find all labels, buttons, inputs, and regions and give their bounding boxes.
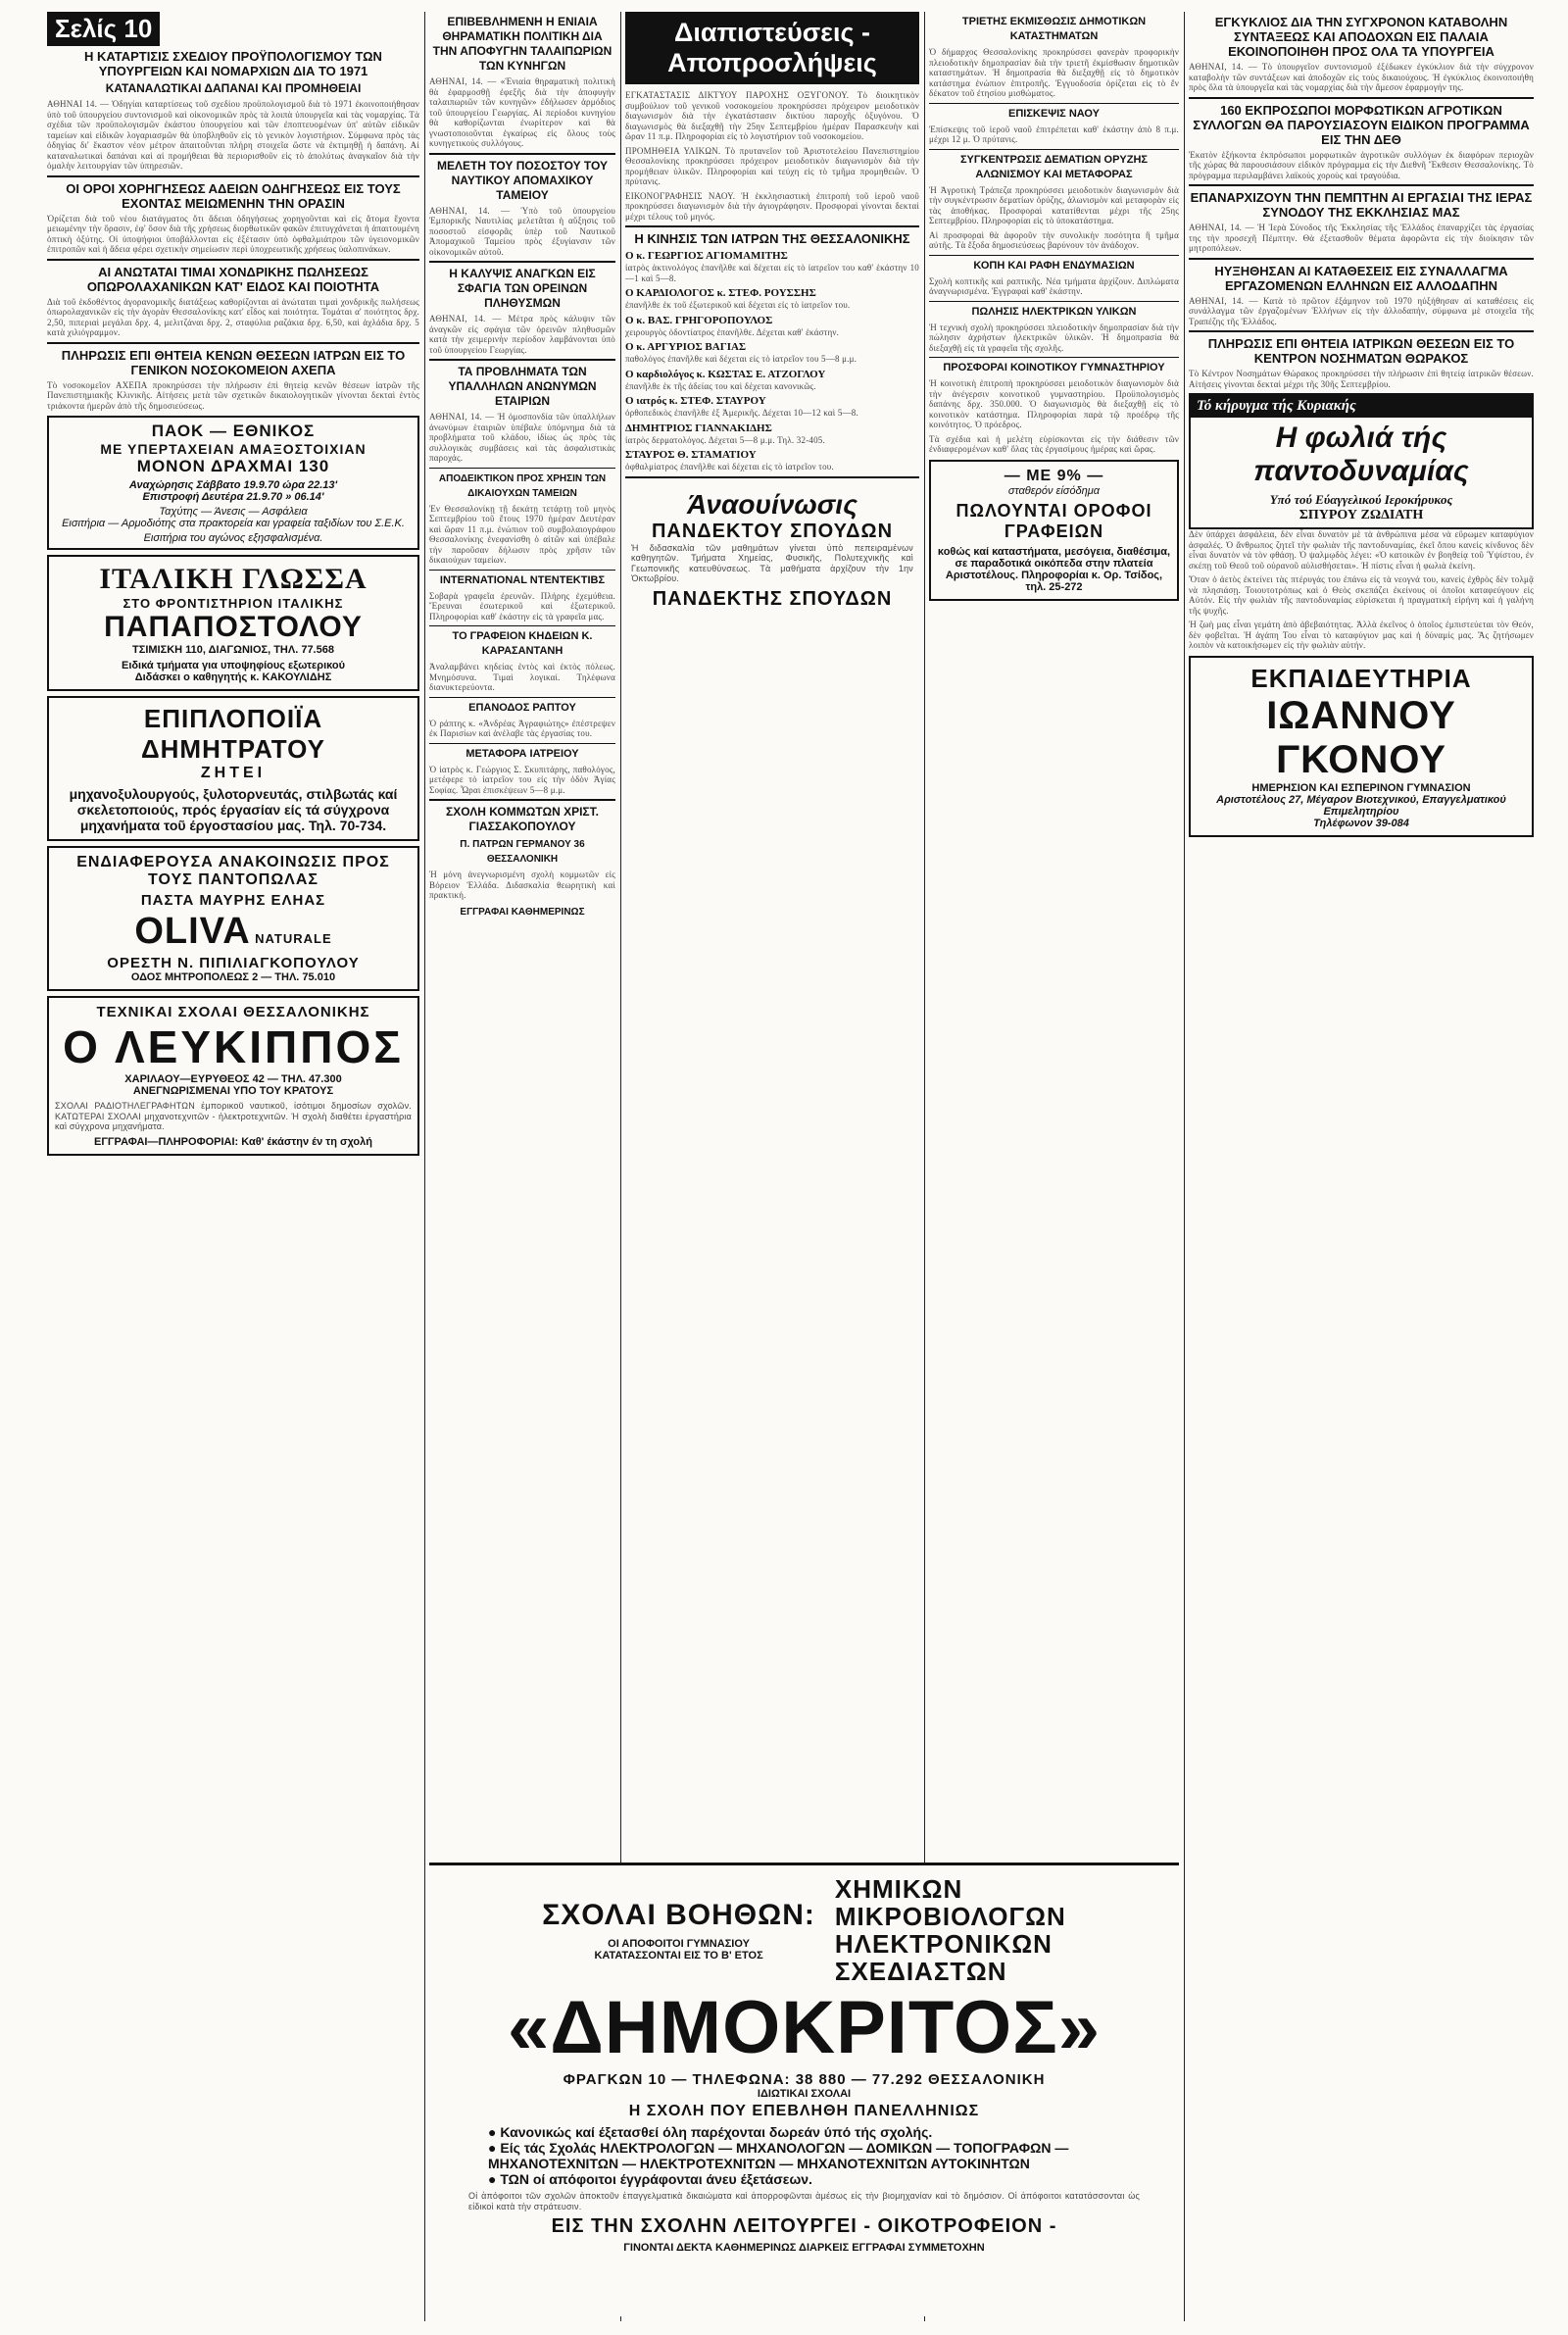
ad-paok-tickets: Εισιτήρια — Αρμοδιότης στα πρακτορεία και γραφεία ταξιδίων του Σ.Ε.Κ. xyxy=(62,518,405,529)
article-text: Ὅταν ὁ ἀετὸς ἐκτείνει τὰς πτέρυγάς του ἐπάνω εἰς τὰ νεογνά του, κανεὶς ἐχθρὸς δὲν τολμᾷ νὰ πλησιάσῃ. Τοιουτοτρόπως καὶ ὁ Θεὸς σκεπάζει ἐκείνους οἱ ὁποῖοι καταφεύγουν εἰς Αὐτόν. Εἰς τὴν φωλιὰν τῆς παντοδυναμίας εὑρίσκεται ἡ πραγματικὴ εἰρήνη καὶ ἡ γαλήνη τῆς ψυχῆς. xyxy=(1189,574,1534,616)
ad-dimokritos xyxy=(429,1863,1179,2316)
ad-pandektis-sub: ΠΑΝΔΕΚΤΟΥ ΣΠΟΥΔΩΝ xyxy=(651,520,894,542)
article-text: ἰατρὸς δερματολόγος. Δέχεται 5—8 μ.μ. Τηλ. 32-405. xyxy=(625,434,825,445)
headline-doctors: Η ΚΙΝΗΣΙΣ ΤΩΝ ΙΑΤΡΩΝ ΤΗΣ ΘΕΣΣΑΛΟΝΙΚΗΣ xyxy=(634,231,910,246)
article-text: Ἑκατὸν ἑξήκοντα ἐκπρόσωποι μορφωτικῶν ἀγροτικῶν συλλόγων ἐκ διαφόρων περιοχῶν τῆς χώρας θὰ παρουσιάσουν εἰδικὸν πρόγραμμα εἰς τὴν Διεθνῆ Ἔκθεσιν Θεσσαλονίκης. Τὸ πρόγραμμα περιλαμβάνει λαϊκοὺς χοροὺς καὶ τραγούδια. xyxy=(1189,149,1534,180)
article-text: Ἡ ζωὴ μας εἶναι γεμάτη ἀπὸ ἀβεβαιότητας. Ἀλλὰ ἐκεῖνος ὁ ὁποῖος ἐμπιστεύεται τὸν Θεόν, δὲν φοβεῖται. Ἡ ἀγάπη Του εἶναι τὸ καταφύγιον μας καὶ ἡ δύναμίς μας. Ἂς ζητήσωμεν λοιπὸν νὰ κατοικήσωμεν εἰς τὴν φωλιὰν αὐτήν. xyxy=(1189,620,1534,650)
article-text: ἐπανῆλθε ἐκ τῆς ἀδείας του καὶ δέχεται κανονικῶς. xyxy=(625,380,816,391)
column-1 xyxy=(47,12,419,2321)
article-text: Ἡ τεχνικὴ σχολὴ προκηρύσσει πλειοδοτικὴν δημοπρασίαν διὰ τὴν πώλησιν ἀχρήστων ἠλεκτρικῶν ὑλικῶν. Ἡ δημοπρασία θὰ διεξαχθῇ εἰς τὰ γραφεῖα τῆς σχολῆς. xyxy=(929,322,1179,353)
article-text: ἐπανῆλθε ἐκ τοῦ ἐξωτερικοῦ καὶ δέχεται εἰς τὸ ἰατρεῖον του. xyxy=(625,300,851,310)
article-text: Τὸ νοσοκομεῖον ΑΧΕΠΑ προκηρύσσει τὴν πλήρωσιν ἐπὶ θητείᾳ κενῶν θέσεων ἰατρῶν τῆς Πανεπιστημιακῆς Κλινικῆς. Αἰτήσεις μετὰ τῶν σχετικῶν δικαιολογητικῶν γίνονται δεκταὶ ἐντὸς τριάκοντα ἡμερῶν ἀπὸ τῆς δημοσιεύσεως. xyxy=(47,379,419,411)
article-text: Ἐν Θεσσαλονίκῃ τῇ δεκάτῃ τετάρτῃ τοῦ μηνὸς Σεπτεμβρίου τοῦ ἔτους 1970 ἡμέραν Δευτέραν καὶ ὥραν 11 π.μ. ἐνώπιον τοῦ συμβολαιογράφου Θεσσαλονίκης ἐνεφανίσθη ὁ αἰτῶν καὶ ὑπέβαλε τὴν παροῦσαν δήλωσιν πρὸς χρῆσιν τῶν δικαιούχων ταμείων. xyxy=(429,503,615,565)
article-text: Ὁ ἰατρὸς κ. Γεώργιος Σ. Σκυπιτάρης, παθολόγος, μετέφερε τὸ ἰατρεῖον του εἰς τὴν ὁδὸν Ἁγίας Σοφίας. Ὧραι ἐπισκέψεων 5—8 μ.μ. xyxy=(429,764,615,795)
article-text: Τὸ Κέντρον Νοσημάτων Θώρακος προκηρύσσει τὴν πλήρωσιν ἐπὶ θητείᾳ ἰατρικῶν θέσεων. Αἰτήσεις γίνονται δεκταὶ μέχρι τῆς 30ῆς Σεπτεμβρίου. xyxy=(1189,369,1534,389)
ad-dimokritos-kind: ΧΗΜΙΚΩΝ xyxy=(834,1874,963,1904)
ad-italian-address: ΤΣΙΜΙΣΚΗ 110, ΔΙΑΓΩΝΙΟΣ, ΤΗΛ. 77.568 xyxy=(132,644,334,656)
ad-italian-name: ΠΑΠΑΠΟΣΤΟΛΟΥ xyxy=(104,611,363,643)
article-text: Ἡ διδασκαλία τῶν μαθημάτων γίνεται ὑπὸ πεπειραμένων καθηγητῶν. Τμήματα Χημείας, Φυσικῆς, Πολυτεχνικῆς καὶ Γεωπονικῆς κατευθύνσεως. Τὰ μαθήματα ἀρχίζουν τὴν 1ην Ὀκτωβρίου. xyxy=(631,542,913,583)
ad-pandektis-heading: Άναουίνωσις xyxy=(687,488,858,520)
column-5 xyxy=(1189,12,1534,2321)
ad-oliva-brand: OLIVA xyxy=(134,911,251,952)
ad-furniture-text: μηχανοξυλουργούς, ξυλοτορνευτάς, στιλβωτάς καί σκελετοποιούς, πρός έργασίαν είς τά σύγχρονα μηχανήματα τοῦ έργοστασίου μας. Τηλ. 70-734. xyxy=(69,786,398,833)
ad-gkonou-address: Αριστοτέλους 27, Μέγαρον Βιοτεχνικού, Επαγγελματικού Επιμελητηρίου xyxy=(1216,793,1506,818)
ad-gkonou-sub: ΗΜΕΡΗΣΙΟΝ ΚΑΙ ΕΣΠΕΡΙΝΟΝ ΓΥΜΝΑΣΙΟΝ xyxy=(1251,781,1471,794)
ad-gkonou-phone: Τηλέφωνον 39-084 xyxy=(1313,817,1409,829)
ad-dimokritos-bullet: ● ΤΩΝ οί απόφοιτοι έγγράφονται άνευ έξετάσεων. xyxy=(488,2171,812,2187)
headline-deposits: ΗΥΞΗΘΗΣΑΝ ΑΙ ΚΑΤΑΘΕΣΕΙΣ ΕΙΣ ΣΥΝΑΛΛΑΓΜΑ ΕΡΓΑΖΟΜΕΝΩΝ ΕΛΛΗΝΩΝ ΕΙΣ ΑΛΛΟΔΑΠΗΝ xyxy=(1214,263,1508,293)
headline-hunting: ΕΠΙΒΕΒΛΗΜΕΝΗ Η ΕΝΙΑΙΑ ΘΗΡΑΜΑΤΙΚΗ ΠΟΛΙΤΙΚΗ ΔΙΑ ΤΗΝ ΑΠΟΦΥΓΗΝ ΤΑΛΑΙΠΩΡΙΩΝ ΤΩΝ ΚΥΝΗΓΩΝ xyxy=(432,15,612,73)
article-text: Οἱ ἀπόφοιτοι τῶν σχολῶν ἀποκτοῦν ἐπαγγελματικὰ δικαιώματα καὶ ἀπορροφῶνται ἀμέσως εἰς τὴν βιομηχανίαν καὶ τὸ δημόσιον. Οἱ ἀπόφοιτοι κατατάσσονται ὡς εἰδικοὶ κατὰ τὴν στράτευσιν. xyxy=(468,2191,1140,2211)
ad-furniture xyxy=(47,696,419,841)
ad-paok-slogan: Ταχύτης — Άνεσις — Ασφάλεια xyxy=(159,506,308,518)
ad-furniture-title: ΕΠΙΠΛΟΠΟΙΪΑ ΔΗΜΗΤΡΑΤΟΥ xyxy=(140,704,326,764)
headline-rice: ΣΥΓΚΕΝΤΡΩΣΙΣ ΔΕΜΑΤΙΩΝ ΟΡΥΖΗΣ ΑΛΩΝΙΣΜΟΥ ΚΑΙ ΜΕΤΑΦΟΡΑΣ xyxy=(959,153,1149,180)
ad-pandektis-name: ΠΑΝΔΕΚΤΗΣ ΣΠΟΥΔΩΝ xyxy=(652,587,893,610)
article-text: ΠΡΟΜΗΘΕΙΑ ΥΛΙΚΩΝ. Τὸ πρυτανεῖον τοῦ Ἀριστοτελείου Πανεπιστημίου Θεσσαλονίκης προκηρύσσει πρόχειρον μειοδοτικὸν διαγωνισμὸν διὰ τὴν προμήθειαν ὑλικῶν. Πληροφορίαι καὶ τεύχη εἰς τὸ τμῆμα προμηθειῶν. Ὁ πρύτανις. xyxy=(625,145,919,186)
ad-italian-title: ΙΤΑΛΙΚΗ ΓΛΩΣΣΑ xyxy=(99,563,368,595)
doctor-name: ΔΗΜΗΤΡΙΟΣ ΓΙΑΝΝΑΚΙΔΗΣ xyxy=(625,422,772,434)
headline-budget: Η ΚΑΤΑΡΤΙΣΙΣ ΣΧΕΔΙΟΥ ΠΡΟΫΠΟΛΟΓΙΣΜΟΥ ΤΩΝ ΥΠΟΥΡΓΕΙΩΝ ΚΑΙ ΝΟΜΑΡΧΙΩΝ ΔΙΑ ΤΟ 1971 xyxy=(84,49,382,78)
ad-paok-return: Επιστροφή Δευτέρα 21.9.70 » 06.14' xyxy=(142,491,324,503)
ad-dimokritos-kind: ΜΙΚΡΟΒΙΟΛΟΓΩΝ xyxy=(834,1902,1066,1931)
ad-italian-line1: Ειδικά τμήματα για υποψηφίους εξωτερικού xyxy=(121,660,346,671)
ad-paok-title: ΠΑΟΚ — ΕΘΝΙΚΟΣ xyxy=(151,422,316,440)
headline-ahepa: ΠΛΗΡΩΣΙΣ ΕΠΙ ΘΗΤΕΙΑ ΚΕΝΩΝ ΘΕΣΕΩΝ ΙΑΤΡΩΝ ΕΙΣ ΤΟ ΓΕΝΙΚΟΝ ΝΟΣΟΚΟΜΕΙΟΝ ΑΧΕΠΑ xyxy=(61,347,406,377)
ad-leukippos-top: ΤΕΧΝΙΚΑΙ ΣΧΟΛΑΙ ΘΕΣΣΑΛΟΝΙΚΗΣ xyxy=(96,1004,370,1020)
article-text: ΣΧΟΛΑΙ ΡΑΔΙΟΤΗΛΕΓΡΑΦΗΤΩΝ ἐμπορικοῦ ναυτικοῦ, ἰσότιμοι δημοσίων σχολῶν. ΚΑΤΩΤΕΡΑΙ ΣΧΟΛΑΙ μηχανοτεχνιτῶν - ἠλεκτροτεχνιτῶν. Ἡ σχολὴ διαθέτει ἐργαστήρια καὶ σύγχρονα μηχανήματα. xyxy=(55,1101,412,1131)
article-text: ὀρθοπεδικὸς ἐπανῆλθε ἐξ Ἀμερικῆς. Δέχεται 10—12 καὶ 5—8. xyxy=(625,408,858,418)
ad-dimokritos-name: «ΔΗΜΟΚΡΙΤΟΣ» xyxy=(508,1986,1101,2069)
doctor-name: Ο κ. ΒΑΣ. ΓΡΗΓΟΡΟΠΟΥΛΟΣ xyxy=(625,314,773,326)
ad-oliva xyxy=(47,846,419,991)
ad-italian-line2: Διδάσκει ο καθηγητής κ. ΚΑΚΟΥΛΙΔΗΣ xyxy=(134,671,332,683)
article-text: Ἡ μόνη ἀνεγνωρισμένη σχολὴ κομμωτῶν εἰς Βόρειον Ἑλλάδα. Διδασκαλία θεωρητικὴ καὶ πρακτική. xyxy=(429,869,615,900)
ad-dimokritos-kind: ΣΧΕΔΙΑΣΤΩΝ xyxy=(834,1957,1007,1986)
article-text: ἰατρὸς ἀκτινολόγος ἐπανῆλθε καὶ δέχεται εἰς τὸ ἰατρεῖον του καθ' ἑκάστην 10—1 καὶ 5—8. xyxy=(625,263,919,283)
article-text: Τὰ σχέδια καὶ ἡ μελέτη εὑρίσκονται εἰς τὴν διάθεσιν τῶν ἐνδιαφερομένων καθ' ὅλας τὰς ἐργασίμους ἡμέρας καὶ ὥρας. xyxy=(929,433,1179,454)
article-text: Σοβαρὰ γραφεῖα ἐρευνῶν. Πλήρης ἐχεμύθεια. Ἔρευναι ἐσωτερικοῦ καὶ ἐξωτερικοῦ. Πληροφορίαι καθ' ἑκάστην εἰς τὰ γραφεῖα μας. xyxy=(429,590,615,621)
ad-leukippos xyxy=(47,996,419,1156)
article-text: Ἀναλαμβάνει κηδείας ἐντὸς καὶ ἐκτὸς πόλεως. Μνημόσυνα. Τιμαὶ λογικαί. Τηλέφωνα διανυκτερεύοντα. xyxy=(429,662,615,692)
article-text: Ἡ κοινοτικὴ ἐπιτροπὴ προκηρύσσει μειοδοτικὸν διαγωνισμὸν διὰ τὴν ἀνέγερσιν κοινοτικοῦ γυμναστηρίου. Προϋπολογισμὸς δαπάνης δρχ. 350.000. Ὁ διαγωνισμὸς θὰ διεξαχθῇ εἰς τὸ κοινοτικὸν κατάστημα. Πληροφορίαι παρὰ τῷ προέδρῳ τῆς κοινότητος. Ὁ πρόεδρος. xyxy=(929,378,1179,429)
ad-dimokritos-private: ΙΔΙΩΤΙΚΑΙ ΣΧΟΛΑΙ xyxy=(757,2088,852,2100)
article-text: ΕΓΚΑΤΑΣΤΑΣΙΣ ΔΙΚΤΥΟΥ ΠΑΡΟΧΗΣ ΟΞΥΓΟΝΟΥ. Τὸ διοικητικὸν συμβούλιον τοῦ γενικοῦ νοσοκομείου προκηρύσσει πρόχειρον μειοδοτικὸν διαγωνισμὸν διὰ τὴν ἐγκατάστασιν δικτύου παροχῆς ὀξυγόνου. Ὁ διαγωνισμὸς θὰ διεξαχθῇ τὴν 25ην Σεπτεμβρίου ἡμέραν Παρασκευὴν καὶ ὥραν 11 π.μ. Πληροφορίαι εἰς τὸ λογιστήριον τοῦ νοσοκομείου. xyxy=(625,90,919,141)
ad-furniture-wants: ΖΗΤΕΙ xyxy=(200,765,267,781)
sermon-box xyxy=(1189,393,1534,529)
ad-dimokritos-bullet-text: Είς τάς Σχολάς ΗΛΕΚΤΡΟΛΟΓΩΝ — ΜΗΧΑΝΟΛΟΓΩΝ — ΔΟΜΙΚΩΝ — ΤΟΠΟΓΡΑΦΩΝ — ΜΗΧΑΝΟΤΕΧΝΙΤΩΝ — ΗΛΕΚΤΡΟΤΕΧΝΙΤΩΝ — ΜΗΧΑΝΟΤΕΧΝΙΤΩΝ ΑΥΤΟΚΙΝΗΤΩΝ xyxy=(488,2140,1069,2171)
article-text: ΑΘΗΝΑΙ, 14. — Ἡ Ἱερὰ Σύνοδος τῆς Ἐκκλησίας τῆς Ἑλλάδος ἐπαναρχίζει τὰς ἐργασίας της τὴν προσεχῆ Πέμπτην. Θὰ ἐξετασθοῦν θέματα ἀφορῶντα εἰς τὴν διοίκησιν τῶν μητροπόλεων. xyxy=(1189,223,1534,253)
ad-paok-note: Εισιτήρια του αγώνος εξησφαλισμένα. xyxy=(143,532,323,544)
headline-hairdressers: ΣΧΟΛΗ ΚΟΜΜΩΤΩΝ ΧΡΙΣΤ. ΓΙΑΣΣΑΚΟΠΟΥΛΟΥ xyxy=(446,805,599,833)
ad-offices-title: ΠΩΛΟΥΝΤΑΙ ΟΡΟΦΟΙ ΓΡΑΦΕΙΩΝ xyxy=(956,500,1152,541)
article-text: Ἡ Ἀγροτικὴ Τράπεζα προκηρύσσει μειοδοτικὸν διαγωνισμὸν διὰ τὴν συγκέντρωσιν δεματίων ὀρύζης, ἀλωνισμὸν καὶ μεταφορὰν εἰς τὰς ἀποθήκας. Προσφοραὶ κατατίθενται μέχρι τῆς 25ης Σεπτεμβρίου. Πληροφορίαι εἰς τὸ ὑποκατάστημα. xyxy=(929,184,1179,225)
ad-dimokritos-bullet-text: Κανονικώς καί έξετασθεί όλη παρέχονται δωρεάν ύπό τής σχολής. xyxy=(500,2124,933,2140)
headline-detectives: INTERNATIONAL ΝΤΕΝΤΕΚΤΙΒΣ xyxy=(439,573,606,586)
article-text: Ὁ ράπτης κ. «Ἀνδρέας Ἀγραφιώτης» ἐπέστρεψεν ἐκ Παρισίων καὶ ἀνέλαβε τὰς ἐργασίας του. xyxy=(429,718,615,738)
doctor-name: Ο κ. ΓΕΩΡΓΙΟΣ ΑΓΙΟΜΑΜΙΤΗΣ xyxy=(625,250,788,262)
article-text: ΑΘΗΝΑΙ, 14. — Ἡ ὁμοσπονδία τῶν ὑπαλλήλων ἀνωνύμων ἑταιριῶν ὑπέβαλε ὑπόμνημα διὰ τὰ προβλήματα τοῦ κλάδου, ἰδίως ὡς πρὸς τὰς συλλογικὰς συμβάσεις καὶ τὰς ἀσφαλιστικὰς παροχάς. xyxy=(429,412,615,463)
headline-sewing: ΚΟΠΗ ΚΑΙ ΡΑΦΗ ΕΝΔΥΜΑΣΙΩΝ xyxy=(973,259,1135,272)
ad-oliva-owner: ΟΡΕΣΤΗ Ν. ΠΙΠΙΛΙΑΓΚΟΠΟΥΛΟΥ xyxy=(107,955,360,971)
headline-tailor: ΕΠΑΝΟΔΟΣ ΡΑΠΤΟΥ xyxy=(468,701,576,714)
headline-farm-clubs: 160 ΕΚΠΡΟΣΩΠΟΙ ΜΟΡΦΩΤΙΚΩΝ ΑΓΡΟΤΙΚΩΝ ΣΥΛΛΟΓΩΝ ΘΑ ΠΑΡΟΥΣΙΑΣΟΥΝ ΕΙΔΙΚΟΝ ΠΡΟΓΡΑΜΜΑ ΕΙΣ ΤΗΝ ΔΕΘ xyxy=(1193,102,1530,147)
article-text: παθολόγος ἐπανῆλθε καὶ δέχεται εἰς τὸ ἰατρεῖον του 5—8 μ.μ. xyxy=(625,354,858,364)
ad-dimokritos-gym: ΟΙ ΑΠΟΦΟΙΤΟΙ ΓΥΜΝΑΣΙΟΥ xyxy=(608,1938,750,1950)
ad-oliva-address: ΟΔΟΣ ΜΗΤΡΟΠΟΛΕΩΣ 2 — ΤΗΛ. 75.010 xyxy=(130,971,336,983)
ad-pandektis xyxy=(625,483,919,617)
doctor-name: ΣΤΑΥΡΟΣ Θ. ΣΤΑΜΑΤΙΟΥ xyxy=(625,449,757,461)
ad-dimokritos-bullet: ● Κανονικώς καί έξετασθεί όλη παρέχονται δωρεάν ύπό τής σχολής. xyxy=(488,2124,933,2140)
doctor-name: Ο ΚΑΡΔΙΟΛΟΓΟΣ κ. ΣΤΕΦ. ΡΟΥΣΣΗΣ xyxy=(625,287,816,299)
ad-dimokritos-address: ΦΡΑΓΚΩΝ 10 — ΤΗΛΕΦΩΝΑ: 38 880 — 77.292 ΘΕΣΣΑΛΟΝΙΚΗ xyxy=(563,2071,1046,2088)
headline-electrical: ΠΩΛΗΣΙΣ ΗΛΕΚΤΡΙΚΩΝ ΥΛΙΚΩΝ xyxy=(971,305,1137,318)
ad-dimokritos-bullet: ● Είς τάς Σχολάς ΗΛΕΚΤΡΟΛΟΓΩΝ — ΜΗΧΑΝΟΛΟΓΩΝ — ΔΟΜΙΚΩΝ — ΤΟΠΟΓΡΑΦΩΝ — ΜΗΧΑΝΟΤΕΧΝΙΤΩΝ — ΗΛΕΚΤΡΟΤΕΧΝΙΤΩΝ — ΜΗΧΑΝΟΤΕΧΝΙΤΩΝ ΑΥΤΟΚΙΝΗΤΩΝ xyxy=(488,2140,1069,2171)
headline-employees: ΤΑ ΠΡΟΒΛΗΜΑΤΑ ΤΩΝ ΥΠΑΛΛΗΛΩΝ ΑΝΩΝΥΜΩΝ ΕΤΑΙΡΙΩΝ xyxy=(448,365,597,408)
headline-funeral: ΤΟ ΓΡΑΦΕΙΟΝ ΚΗΔΕΙΩΝ Κ. ΚΑΡΑΣΑΝΤΑΝΗ xyxy=(452,630,593,657)
ad-dimokritos-placed: ΚΑΤΑΤΑΣΣΟΝΤΑΙ ΕΙΣ ΤΟ Β' ΕΤΟΣ xyxy=(594,1950,763,1962)
headline-meat: Η ΚΑΛΥΨΙΣ ΑΝΑΓΚΩΝ ΕΙΣ ΣΦΑΓΙΑ ΤΩΝ ΟΡΕΙΝΩΝ ΠΛΗΘΥΣΜΩΝ xyxy=(449,267,596,310)
ad-leukippos-footer: ΕΓΓΡΑΦΑΙ—ΠΛΗΡΟΦΟΡΙΑΙ: Καθ' έκάστην έν τη σχολή xyxy=(93,1135,372,1148)
ad-paok-price: ΜΟΝΟΝ ΔΡΑΧΜΑΙ 130 xyxy=(136,457,330,475)
column-rule xyxy=(424,12,425,2321)
article-text: ΕΙΚΟΝΟΓΡΑΦΗΣΙΣ ΝΑΟΥ. Ἡ ἐκκλησιαστικὴ ἐπιτροπὴ τοῦ ἱεροῦ ναοῦ προκηρύσσει διαγωνισμὸν διὰ τὴν ἁγιογράφησιν. Προσφοραὶ γίνονται δεκταὶ μέχρι τέλους τοῦ μηνός. xyxy=(625,190,919,222)
subheadline-budget: ΚΑΤΑΝΑΛΩΤΙΚΑΙ ΔΑΠΑΝΑΙ ΚΑΙ ΠΡΟΜΗΘΕΙΑΙ xyxy=(105,81,362,95)
headline-naval-fund: ΜΕΛΕΤΗ ΤΟΥ ΠΟΣΟΣΤΟΥ ΤΟΥ ΝΑΥΤΙΚΟΥ ΑΠΟΜΑΧΙΚΟΥ ΤΑΜΕΙΟΥ xyxy=(436,158,609,202)
headline-certificate: ΑΠΟΔΕΙΚΤΙΚΟΝ ΠΡΟΣ ΧΡΗΣΙΝ ΤΩΝ ΔΙΚΑΙΟΥΧΩΝ ΤΑΜΕΙΩΝ xyxy=(438,472,607,499)
article-text: χειρουργὸς ὀδοντίατρος ἐπανῆλθε. Δέχεται καθ' ἑκάστην. xyxy=(625,326,840,337)
ad-leukippos-recognized: ΑΝΕΓΝΩΡΙΣΜΕΝΑΙ ΥΠΟ ΤΟΥ ΚΡΑΤΟΥΣ xyxy=(132,1085,334,1097)
ad-offices-rate-sub: σταθερόν είσόδημα xyxy=(1007,484,1101,497)
ad-dimokritos-bullet-text: ΤΩΝ οί απόφοιτοι έγγράφονται άνευ έξετάσεων. xyxy=(500,2171,812,2187)
article-text: ΑΘΗΝΑΙ, 14. — «Ἑνιαία θηραματικὴ πολιτικὴ θὰ ἐφαρμοσθῇ ἐφεξῆς διὰ τὴν ἀποφυγὴν ταλαιπωριῶν τῶν κυνηγῶν» ἐδήλωσεν ἁρμόδιος τοῦ ὑπουργείου Γεωργίας. Αἱ περίοδοι κυνηγίου θὰ καθορίζωνται ἐνωρίτερον καὶ θὰ γνωστοποιοῦνται ἐγκαίρως εἰς ὅλους τοὺς κυνηγετικοὺς συλλόγους. xyxy=(429,76,615,148)
article-text: ΑΘΗΝΑΙ, 14. — Τὸ ὑπουργεῖον συντονισμοῦ ἐξέδωκεν ἐγκύκλιον διὰ τὴν σύγχρονον καταβολὴν τῶν συντάξεων καὶ ἀποδοχῶν εἰς τοὺς δικαιούχους. Ἡ ἐγκύκλιος ἐκοινοποιήθη πρὸς ὅλα τὰ ὑπουργεῖα καὶ τὰς νομαρχίας διὰ τὴν ἄμεσον ἐφαρμογήν της. xyxy=(1189,62,1534,92)
ad-leukippos-address: ΧΑΡΙΛΑΟΥ—ΕΥΡΥΘΕΟΣ 42 — ΤΗΛ. 47.300 xyxy=(124,1073,342,1085)
headline-gym: ΠΡΟΣΦΟΡΑΙ ΚΟΙΝΟΤΙΚΟΥ ΓΥΜΝΑΣΤΗΡΙΟΥ xyxy=(943,362,1165,373)
ad-oliva-brand2: NATURALE xyxy=(255,931,332,946)
ad-dimokritos-footer: ΓΙΝΟΝΤΑΙ ΔΕΚΤΑ ΚΑΘΗΜΕΡΙΝΩΣ ΔΙΑΡΚΕΙΣ ΕΓΓΡΑΦΑΙ ΣΥΜΜΕΤΟΧΗΝ xyxy=(623,2242,985,2254)
ad-dimokritos-kind: ΗΛΕΚΤΡΟΝΙΚΩΝ xyxy=(834,1929,1053,1959)
ad-dimokritos-schools: ΣΧΟΛΑΙ ΒΟΗΘΩΝ: xyxy=(542,1899,815,1931)
article-text: Ὁ δήμαρχος Θεσσαλονίκης προκηρύσσει φανερὰν προφορικὴν πλειοδοτικὴν δημοπρασίαν διὰ τὴν τριετῆ ἐκμίσθωσιν δημοτικῶν καταστημάτων. Ἡ δημοπρασία θὰ διεξαχθῇ εἰς τὸ δημοτικὸν κατάστημα ἐνώπιον ἐπιτροπῆς. Ἐγγυοδοσία ὁρίζεται εἰς τὸ ἕν δέκατον τοῦ ἐτησίου μισθώματος. xyxy=(929,47,1179,98)
headline-hairdressers-enroll: ΕΓΓΡΑΦΑΙ ΚΑΘΗΜΕΡΙΝΩΣ xyxy=(460,906,585,918)
article-text: ΑΘΗΝΑΙ, 14. — Κατὰ τὸ πρῶτον ἑξάμηνον τοῦ 1970 ηὐξήθησαν αἱ καταθέσεις εἰς συνάλλαγμα τῶν ἐργαζομένων Ἑλλήνων εἰς τὴν ἀλλοδαπήν, σύμφωνα μὲ στοιχεῖα τῆς Τραπέζης τῆς Ἑλλάδος. xyxy=(1189,295,1534,326)
column-rule xyxy=(1184,12,1185,2321)
headline-licenses: ΟΙ ΟΡΟΙ ΧΟΡΗΓΗΣΕΩΣ ΑΔΕΙΩΝ ΟΔΗΓΗΣΕΩΣ ΕΙΣ ΤΟΥΣ ΕΧΟΝΤΑΣ ΜΕΙΩΜΕΝΗΝ ΤΗΝ ΟΡΑΣΙΝ xyxy=(66,180,401,211)
ad-leukippos-name: Ο ΛΕΥΚΙΠΠΟΣ xyxy=(63,1021,404,1072)
headline-clinic-move: ΜΕΤΑΦΟΡΑ ΙΑΤΡΕΙΟΥ xyxy=(466,747,579,760)
ad-offices-text: κοθώς καί καταστήματα, μεσόγεια, διαθέσιμα, σε παραδοτικά οικόπεδα στην πλατεία Αριστοτέλους. Πληροφορίαι κ. Ορ. Τσίδος, τηλ. 25-272 xyxy=(937,545,1171,593)
ad-paok-sub: ΜΕ ΥΠΕΡΤΑΧΕΙΑΝ ΑΜΑΞΟΣΤΟΙΧΙΑΝ xyxy=(100,441,367,457)
headline-hairdressers-addr: Π. ΠΑΤΡΩΝ ΓΕΡΜΑΝΟΥ 36 ΘΕΣΣΑΛΟΝΙΚΗ xyxy=(460,839,585,865)
banner-announcements: Διαπιστεύσεις - Αποπροσλήψεις xyxy=(625,12,919,84)
headline-chest-center: ΠΛΗΡΩΣΙΣ ΕΠΙ ΘΗΤΕΙΑ ΙΑΤΡΙΚΩΝ ΘΕΣΕΩΝ ΕΙΣ ΤΟ ΚΕΝΤΡΟΝ ΝΟΣΗΜΑΤΩΝ ΘΩΡΑΚΟΣ xyxy=(1207,336,1515,366)
ad-offices-rate: — ΜΕ 9% — xyxy=(1004,467,1104,484)
doctor-name: Ο κ. ΑΡΓΥΡΙΟΣ ΒΑΓΙΑΣ xyxy=(625,341,747,353)
article-text: ΑΘΗΝΑΙ 14. — Ὁδηγίαι καταρτίσεως τοῦ σχεδίου προϋπολογισμοῦ διὰ τὸ 1971 ἐκοινοποιήθησαν ὑπὸ τοῦ ὑπουργείου συντονισμοῦ καὶ οἰκονομικῶν πρὸς τὰ λοιπὰ ὑπουργεῖα καὶ τὰς νομαρχίας. Τὰ σχέδια τῶν προϋπολογισμῶν ἐκάστου ὑπουργείου καὶ τῶν ἐποπτευομένων ὑπ' αὐτῶν εἰδικῶν ταμείων καὶ εἰδικῶν λογαριασμῶν θὰ ὑποβληθοῦν εἰς τὸ γενικὸν λογιστήριον. Σύμφωνα πρὸς τὰς ὁδηγίας δι' ἕκαστον νέον μέτρον ἀπαιτοῦνται πλήρη στοιχεῖα ὥστε νὰ ἐκτιμηθῇ ἡ δαπάνη. Αἱ καταναλωτικαὶ δαπάναι καὶ αἱ προμήθειαι θὰ περιορισθοῦν εἰς τὸ ἀπολύτως ἀναγκαῖον διὰ τὴν ὁμαλὴν λειτουργίαν τῶν ὑπηρεσιῶν. xyxy=(47,99,419,171)
article-text: Αἱ προσφοραὶ θὰ ἀφοροῦν τὴν συνολικὴν ποσότητα ἢ τμῆμα αὐτῆς. Τὰ ἔξοδα δημοσιεύσεως βαρύνουν τὸν ἀνάδοχον. xyxy=(929,229,1179,250)
sermon-by: Υπό τού Εύαγγελικού Ιεροκήρυκος xyxy=(1269,492,1453,507)
ad-oliva-sub: ΠΑΣΤΑ ΜΑΥΡΗΣ ΕΛΗΑΣ xyxy=(140,892,326,909)
headline-synod: ΕΠΑΝΑΡΧΙΖΟΥΝ ΤΗΝ ΠΕΜΠΤΗΝ ΑΙ ΕΡΓΑΣΙΑΙ ΤΗΣ ΙΕΡΑΣ ΣΥΝΟΔΟΥ ΤΗΣ ΕΚΚΛΗΣΙΑΣ ΜΑΣ xyxy=(1190,190,1533,220)
article-text: Δὲν ὑπάρχει ἀσφάλεια, δὲν εἶναι δυνατὸν μὲ τὰ ἀνθρώπινα μέσα νὰ εὕρωμεν καταφύγιον ἀσφαλές. Ὁ ἄνθρωπος ζητεῖ τὴν φωλιὰν τῆς παντοδυναμίας, ἐκεῖ ὅπου κανεὶς κίνδυνος δὲν εἶναι δυνατὸν νὰ τὸν φθάσῃ. Ὁ ψαλμῳδὸς λέγει: «Ὁ κατοικῶν ἐν βοηθείᾳ τοῦ Ὑψίστου, ἐν σκέπῃ τοῦ Θεοῦ τοῦ οὐρανοῦ αὐλισθήσεται». Ἡ πίστις εἶναι ἡ φωλιὰ ἐκείνη. xyxy=(1189,529,1534,571)
sermon-label: Τό κήρυγμα τής Κυριακής xyxy=(1191,395,1532,418)
article-text: Ὁρίζεται διὰ τοῦ νέου διατάγματος ὅτι ἄδειαι ὁδηγήσεως χορηγοῦνται καὶ εἰς ἄτομα ἔχοντα μειωμένην τὴν ὅρασιν, ἐφ' ὅσον διὰ τῆς χρήσεως διορθωτικῶν φακῶν ἐπιτυγχάνεται ἡ ἀπαιτουμένη ὀπτικὴ ὀξύτης. Οἱ ὑποψήφιοι ὑποβάλλονται εἰς ἐξέτασιν ὑπὸ ὀφθαλμιάτρου τῶν ὑγειονομικῶν ἐπιτροπῶν καὶ ἡ ἄδεια φέρει σχετικὴν σημείωσιν περὶ ὑποχρεωτικῆς χρήσεως ὑαλοπινάκων. xyxy=(47,213,419,254)
ad-dimokritos-prevailed: Η ΣΧΟΛΗ ΠΟΥ ΕΠΕΒΛΗΘΗ ΠΑΝΕΛΛΗΝΙΩΣ xyxy=(628,2103,980,2119)
article-text: ΑΘΗΝΑΙ, 14. — Μέτρα πρὸς κάλυψιν τῶν ἀναγκῶν εἰς σφάγια τῶν ὀρεινῶν πληθυσμῶν κατὰ τὴν χειμερινὴν περίοδον λαμβάνονται ὑπὸ τοῦ ὑπουργείου Γεωργίας. xyxy=(429,314,615,355)
article-text: ΑΘΗΝΑΙ, 14. — Ὑπὸ τοῦ ὑπουργείου Ἐμπορικῆς Ναυτιλίας μελετᾶται ἡ αὔξησις τοῦ ποσοστοῦ εἰσφορᾶς ὑπὲρ τοῦ Ναυτικοῦ Ἀπομαχικοῦ Ταμείου πρὸς ἐξυγίανσιν τῶν οἰκονομικῶν αὐτοῦ. xyxy=(429,205,615,257)
headline-shops: ΤΡΙΕΤΗΣ ΕΚΜΙΣΘΩΣΙΣ ΔΗΜΟΤΙΚΩΝ ΚΑΤΑΣΤΗΜΑΤΩΝ xyxy=(961,16,1147,42)
ad-paok xyxy=(47,416,419,550)
page-badge: Σελίς 10 xyxy=(47,12,160,46)
ad-paok-departure: Αναχώρησις Σάββατο 19.9.70 ώρα 22.13' xyxy=(128,479,338,491)
ad-gkonou-name: ΙΩΑΝΝΟΥ ΓΚΟΝΟΥ xyxy=(1266,693,1456,781)
headline-prices: ΑΙ ΑΝΩΤΑΤΑΙ ΤΙΜΑΙ ΧΟΝΔΡΙΚΗΣ ΠΩΛΗΣΕΩΣ ΟΠΩΡΟΛΑΧΑΝΙΚΩΝ ΚΑΤ' ΕΙΔΟΣ ΚΑΙ ΠΟΙΟΤΗΤΑ xyxy=(86,264,380,294)
article-text: Ἐπίσκεψις τοῦ ἱεροῦ ναοῦ ἐπιτρέπεται καθ' ἑκάστην ἀπὸ 8 π.μ. μέχρι 12 μ. Ὁ πρύτανις. xyxy=(929,124,1179,144)
article-text: Διὰ τοῦ ἐκδοθέντος ἀγορανομικῆς διατάξεως καθορίζονται αἱ ἀνώταται τιμαὶ χονδρικῆς πωλήσεως ὀπωρολαχανικῶν εἰς τὴν ἀγορὰν Θεσσαλονίκης κατ' εἶδος καὶ ποιότητα. Τομάται α' ποιότητος δρχ. 2,50, πιπεριαὶ μεγάλαι δρχ. 4, μελιτζάναι δρχ. 2, σταφύλια ραζάκια δρχ. 6,50, καὶ ἀχλάδια δρχ. 5 κατὰ χιλιόγραμμον. xyxy=(47,296,419,337)
doctor-name: Ο ιατρός κ. ΣΤΕΦ. ΣΤΑΥΡΟΥ xyxy=(625,395,766,407)
sermon-author: ΣΠΥΡΟΥ ΖΩΔΙΑΤΗ xyxy=(1298,508,1424,522)
headline-church-visit: ΕΠΙΣΚΕΨΙΣ ΝΑΟΥ xyxy=(1007,107,1100,120)
ad-oliva-title: ΕΝΔΙΑΦΕΡΟΥΣΑ ΑΝΑΚΟΙΝΩΣΙΣ ΠΡΟΣ ΤΟΥΣ ΠΑΝΤΟΠΩΛΑΣ xyxy=(76,854,390,888)
doctor-name: Ο καρδιολόγος κ. ΚΩΣΤΑΣ Ε. ΑΤΖΟΓΛΟΥ xyxy=(625,368,826,380)
ad-italian-sub: ΣΤΟ ΦΡΟΝΤΙΣΤΗΡΙΟΝ ΙΤΑΛΙΚΗΣ xyxy=(122,596,344,611)
headline-pensions: ΕΓΚΥΚΛΙΟΣ ΔΙΑ ΤΗΝ ΣΥΓΧΡΟΝΟΝ ΚΑΤΑΒΟΛΗΝ ΣΥΝΤΑΞΕΩΣ ΚΑΙ ΑΠΟΔΟΧΩΝ ΕΙΣ ΠΑΛΑΙΑ ΕΚΟΙΝΟΠΟΙΗΘΗ ΠΡΟΣ ΟΛΑ ΤΑ ΥΠΟΥΡΓΕΙΑ xyxy=(1214,15,1508,59)
ad-gkonou-top: ΕΚΠΑΙΔΕΥΤΗΡΙΑ xyxy=(1250,663,1472,693)
ad-offices xyxy=(929,460,1179,601)
ad-italian xyxy=(47,555,419,691)
sermon-title: Η φωλιά τής παντοδυναμίας xyxy=(1253,422,1469,487)
article-text: ὀφθαλμίατρος ἐπανῆλθε καὶ δέχεται εἰς τὸ ἰατρεῖον του. xyxy=(625,462,834,472)
ad-gkonou xyxy=(1189,656,1534,837)
article-text: Σχολὴ κοπτικῆς καὶ ραπτικῆς. Νέα τμήματα ἀρχίζουν. Διπλώματα ἀναγνωρισμένα. Ἐγγραφαὶ καθ' ἑκάστην. xyxy=(929,275,1179,296)
ad-dimokritos-boarding: ΕΙΣ ΤΗΝ ΣΧΟΛΗΝ ΛΕΙΤΟΥΡΓΕΙ - ΟΙΚΟΤΡΟΦΕΙΟΝ - xyxy=(551,2215,1057,2237)
